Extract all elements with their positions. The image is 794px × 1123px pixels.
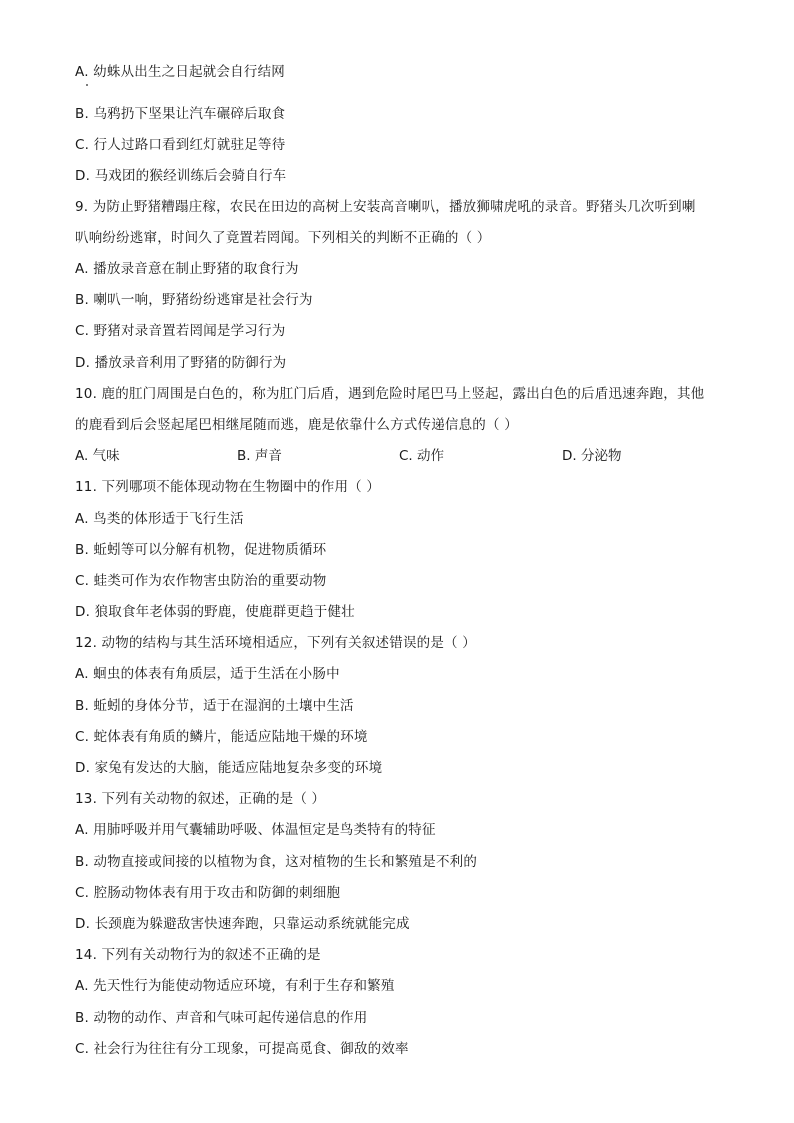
q9-option-c: C. 野猪对录音置若罔闻是学习行为 — [75, 323, 286, 339]
q11-option-c: C. 蛙类可作为农作物害虫防治的重要动物 — [75, 573, 327, 589]
q8-option-c: C. 行人过路口看到红灯就驻足等待 — [75, 137, 286, 153]
q14-option-a: A. 先天性行为能使动物适应环境，有利于生存和繁殖 — [75, 978, 395, 994]
q8-option-a: A. 幼蛛从出生之日起就会自行结网 — [75, 64, 285, 80]
q10-stem-line-2: 的鹿看到后会竖起尾巴相继尾随而逃，鹿是依靠什么方式传递信息的（ ） — [75, 417, 518, 433]
q12-option-d: D. 家兔有发达的大脑，能适应陆地复杂多变的环境 — [75, 760, 383, 776]
q14-option-c: C. 社会行为往往有分工现象，可提高觅食、御敌的效率 — [75, 1041, 409, 1057]
q10-stem-line-1: 10. 鹿的肛门周围是白色的，称为肛门后盾，遇到危险时尾巴马上竖起，露出白色的后盾迅速奔跑，其他 — [75, 386, 705, 402]
q13-option-a: A. 用肺呼吸并用气囊辅助呼吸、体温恒定是鸟类特有的特征 — [75, 822, 436, 838]
q12-option-c: C. 蛇体表有角质的鳞片，能适应陆地干燥的环境 — [75, 729, 368, 745]
q14-stem: 14. 下列有关动物行为的叙述不正确的是 — [75, 947, 321, 963]
q9-stem-line-1: 9. 为防止野猪糟蹋庄稼，农民在田边的高树上安装高音喇叭，播放狮啸虎吼的录音。野猪头几次听到喇 — [75, 199, 696, 215]
q12-stem: 12. 动物的结构与其生活环境相适应，下列有关叙述错误的是（ ） — [75, 635, 476, 651]
q9-stem-line-2: 叭响纷纷逃窜，时间久了竟置若罔闻。下列相关的判断不正确的（ ） — [75, 230, 491, 246]
q13-option-b: B. 动物直接或间接的以植物为食，这对植物的生长和繁殖是不利的 — [75, 854, 478, 870]
q9-option-a: A. 播放录音意在制止野猪的取食行为 — [75, 261, 299, 277]
q12-option-a: A. 蛔虫的体表有角质层，适于生活在小肠中 — [75, 666, 340, 682]
q14-option-b: B. 动物的动作、声音和气味可起传递信息的作用 — [75, 1010, 368, 1026]
q11-stem: 11. 下列哪项不能体现动物在生物圈中的作用（ ） — [75, 479, 381, 495]
q11-option-d: D. 狼取食年老体弱的野鹿，使鹿群更趋于健壮 — [75, 604, 355, 620]
q10-option-d: D. 分泌物 — [562, 448, 622, 464]
q13-option-c: C. 腔肠动物体表有用于攻击和防御的刺细胞 — [75, 885, 341, 901]
q8-option-d: D. 马戏团的猴经训练后会骑自行车 — [75, 168, 287, 184]
q8-option-b: B. 乌鸦扔下坚果让汽车碾碎后取食 — [75, 106, 286, 122]
q10-option-b: B. 声音 — [237, 448, 282, 464]
q10-option-c: C. 动作 — [399, 448, 445, 464]
q11-option-a: A. 鸟类的体形适于飞行生活 — [75, 511, 244, 527]
q13-option-d: D. 长颈鹿为躲避敌害快速奔跑，只靠运动系统就能完成 — [75, 916, 410, 932]
q10-option-a: A. 气味 — [75, 448, 120, 464]
q10-options-row — [75, 447, 715, 465]
stray-dot — [86, 84, 88, 86]
q9-option-d: D. 播放录音利用了野猪的防御行为 — [75, 355, 287, 371]
q11-option-b: B. 蚯蚓等可以分解有机物，促进物质循环 — [75, 542, 327, 558]
q9-option-b: B. 喇叭一响，野猪纷纷逃窜是社会行为 — [75, 292, 313, 308]
q13-stem: 13. 下列有关动物的叙述，正确的是（ ） — [75, 791, 326, 807]
q12-option-b: B. 蚯蚓的身体分节，适于在湿润的土壤中生活 — [75, 698, 354, 714]
